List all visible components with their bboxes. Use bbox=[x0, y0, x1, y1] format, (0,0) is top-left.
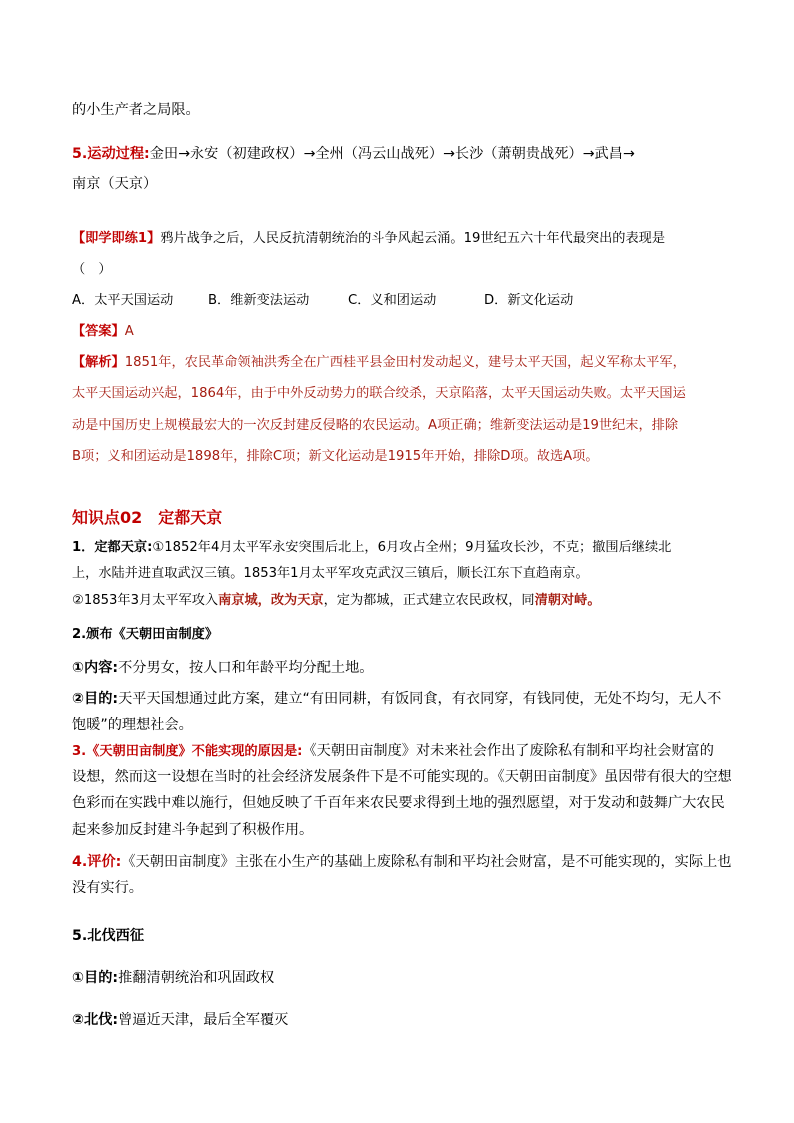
item5-title: 5.北伐西征 bbox=[72, 928, 145, 944]
item4-line-2: 没有实行。 bbox=[72, 880, 143, 896]
item2-purpose-cont: 饱暖”的理想社会。 bbox=[72, 717, 193, 733]
paragraph-fragment: 的小生产者之局限。 bbox=[72, 102, 200, 118]
section-title: 定都天京 bbox=[158, 508, 223, 527]
item4-line-1: 4.评价:《天朝田亩制度》主张在小生产的基础上废除私有制和平均社会财富，是不可能实现的，实际上也 bbox=[72, 854, 732, 870]
movement-process-cont: 南京（天京） bbox=[72, 176, 158, 192]
item1-line-2: 上，水陆并进直取武汉三镇。1853年1月太平军攻克武汉三镇后，顺长江东下直趋南京。 bbox=[72, 566, 589, 581]
item3-label: 3.《天朝田亩制度》不能实现的原因是: bbox=[72, 744, 303, 759]
analysis-line-4: B项；义和团运动是1898年，排除C项；新文化运动是1915年开始，排除D项。故选A项。 bbox=[72, 449, 599, 464]
item2-title: 2.颁布《天朝田亩制度》 bbox=[72, 627, 219, 642]
item5-north: ②北伐:曾逼近天津，最后全军覆灭 bbox=[72, 1012, 289, 1028]
section-heading bbox=[72, 507, 222, 529]
analysis-label: 【解析】 bbox=[72, 355, 125, 370]
exercise-label: 【即学即练1】 bbox=[72, 231, 161, 246]
item2-content: ①内容:不分男女，按人口和年龄平均分配土地。 bbox=[72, 660, 374, 676]
item1-label: 1．定都天京: bbox=[72, 540, 153, 555]
process-text: 金田→永安（初建政权）→全州（冯云山战死）→长沙（萧朝贵战死）→武昌→ bbox=[149, 146, 635, 162]
highlight-tianjing: 南京城，改为天京 bbox=[218, 593, 324, 608]
analysis-line-3: 动是中国历史上规模最宏大的一次反封建反侵略的农民运动。A项正确；维新变法运动是19世纪末，排除 bbox=[72, 418, 679, 433]
exercise-question: 【即学即练1】鸦片战争之后，人民反抗清朝统治的斗争风起云涌。19世纪五六十年代最突出的表现是 bbox=[72, 231, 666, 246]
item1-line-1: 1．定都天京:①1852年4月太平军永安突围后北上，6月攻占全州；9月猛攻长沙，不克；撤围后继续北 bbox=[72, 540, 672, 555]
option-a: A．太平天国运动 bbox=[72, 293, 174, 308]
option-b: B．维新变法运动 bbox=[208, 293, 310, 308]
item2-purpose: ②目的:天平天国想通过此方案，建立“有田同耕，有饭同食，有衣同穿，有钱同使，无处不均匀，无人不 bbox=[72, 691, 722, 707]
item3-line-3: 色彩而在实践中难以施行，但她反映了千百年来农民要求得到土地的强烈愿望，对于发动和鼓舞广大农民 bbox=[72, 795, 725, 811]
answer-value: A bbox=[124, 324, 134, 339]
item1-line-3: ②1853年3月太平军攻入南京城，改为天京，定为都城，正式建立农民政权，同清朝对峙。 bbox=[72, 593, 601, 608]
answer-label: 【答案】 bbox=[72, 324, 125, 339]
process-label: 5.运动过程: bbox=[72, 146, 150, 162]
highlight-qing: 清朝对峙。 bbox=[534, 593, 601, 608]
analysis-line-2: 太平天国运动兴起，1864年，由于中外反动势力的联合绞杀，天京陷落，太平天国运动失败。太平天国运 bbox=[72, 386, 686, 401]
item5-purpose: ①目的:推翻清朝统治和巩固政权 bbox=[72, 970, 275, 986]
item3-line-4: 起来参加反封建斗争起到了积极作用。 bbox=[72, 822, 314, 838]
section-number: 知识点02 bbox=[72, 508, 143, 527]
exercise-paren: （ ） bbox=[72, 262, 112, 277]
item3-line-1: 3.《天朝田亩制度》不能实现的原因是:《天朝田亩制度》对未来社会作出了废除私有制和平均社会财富的 bbox=[72, 743, 714, 759]
option-c: C．义和团运动 bbox=[348, 293, 437, 308]
item4-label: 4.评价: bbox=[72, 854, 122, 870]
analysis-line-1: 【解析】1851年，农民革命领袖洪秀全在广西桂平县金田村发动起义，建号太平天国，起义军称太平军， bbox=[72, 355, 686, 370]
movement-process bbox=[72, 144, 635, 164]
option-d: D．新文化运动 bbox=[484, 293, 574, 308]
exercise-answer bbox=[72, 322, 134, 342]
item3-line-2: 设想，然而这一设想在当时的社会经济发展条件下是不可能实现的。《天朝田亩制度》虽因带有很大的空想 bbox=[72, 769, 732, 785]
